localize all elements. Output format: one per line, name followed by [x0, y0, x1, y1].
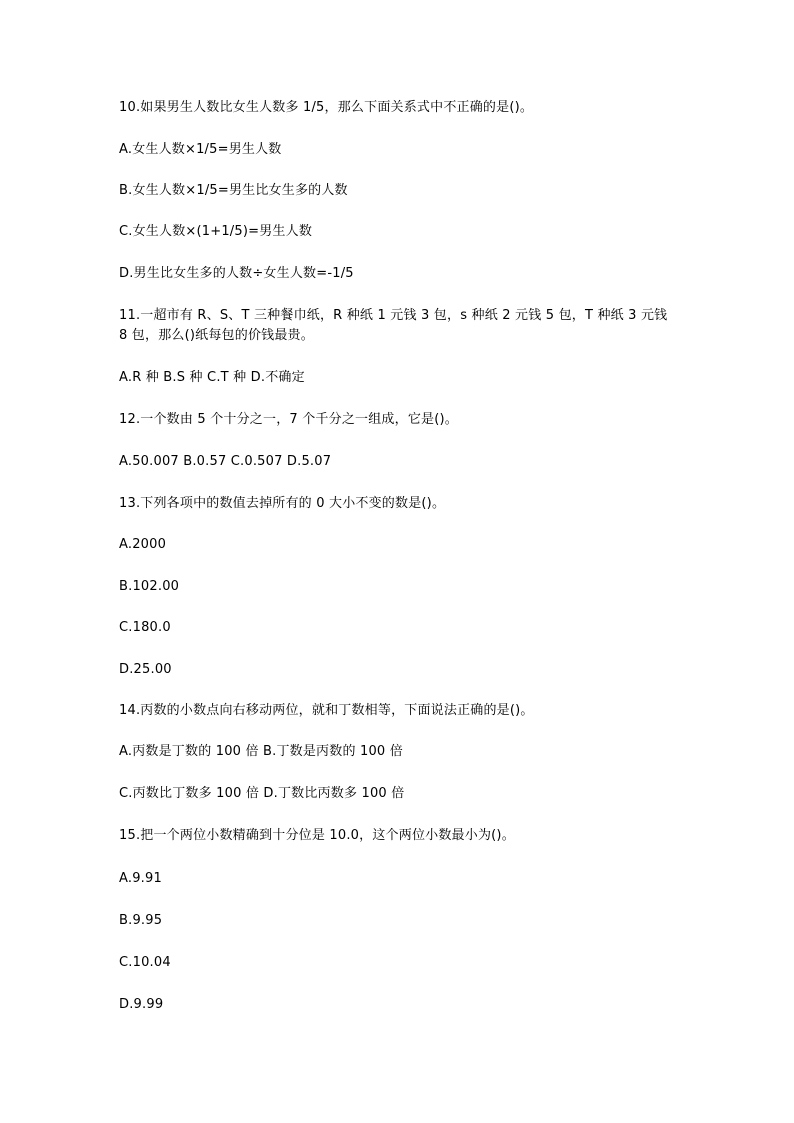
- question-15-option-a: A.9.91: [119, 871, 162, 886]
- question-10-option-d: D.男生比女生多的人数÷女生人数=-1/5: [119, 266, 354, 281]
- question-12: 12.一个数由 5 个十分之一，7 个千分之一组成，它是()。: [119, 412, 458, 427]
- question-11-options: A.R 种 B.S 种 C.T 种 D.不确定: [119, 370, 305, 385]
- question-11-line-1: 11.一超市有 R、S、T 三种餐巾纸，R 种纸 1 元钱 3 包，s 种纸 2 元钱 5 包，T 种纸 3 元钱: [119, 308, 668, 323]
- question-15-option-c: C.10.04: [119, 955, 171, 970]
- question-13-option-a: A.2000: [119, 537, 167, 552]
- question-13: 13.下列各项中的数值去掉所有的 0 大小不变的数是()。: [119, 496, 446, 511]
- question-15-option-d: D.9.99: [119, 997, 164, 1012]
- question-13-option-b: B.102.00: [119, 579, 180, 594]
- question-13-option-c: C.180.0: [119, 620, 171, 635]
- question-10-option-c: C.女生人数×(1+1/5)=男生人数: [119, 224, 313, 239]
- question-15: 15.把一个两位小数精确到十分位是 10.0，这个两位小数最小为()。: [119, 828, 515, 843]
- question-13-option-d: D.25.00: [119, 662, 172, 677]
- question-14-options-ab: A.丙数是丁数的 100 倍 B.丁数是丙数的 100 倍: [119, 744, 403, 759]
- question-10-option-b: B.女生人数×1/5=男生比女生多的人数: [119, 183, 348, 198]
- question-12-options: A.50.007 B.0.57 C.0.507 D.5.07: [119, 454, 332, 469]
- question-10: 10.如果男生人数比女生人数多 1/5，那么下面关系式中不正确的是()。: [119, 100, 534, 115]
- question-10-option-a: A.女生人数×1/5=男生人数: [119, 142, 282, 157]
- question-15-option-b: B.9.95: [119, 913, 163, 928]
- question-11-line-2: 8 包，那么()纸每包的价钱最贵。: [119, 328, 314, 343]
- question-14: 14.丙数的小数点向右移动两位，就和丁数相等，下面说法正确的是()。: [119, 703, 534, 718]
- question-14-options-cd: C.丙数比丁数多 100 倍 D.丁数比丙数多 100 倍: [119, 786, 405, 801]
